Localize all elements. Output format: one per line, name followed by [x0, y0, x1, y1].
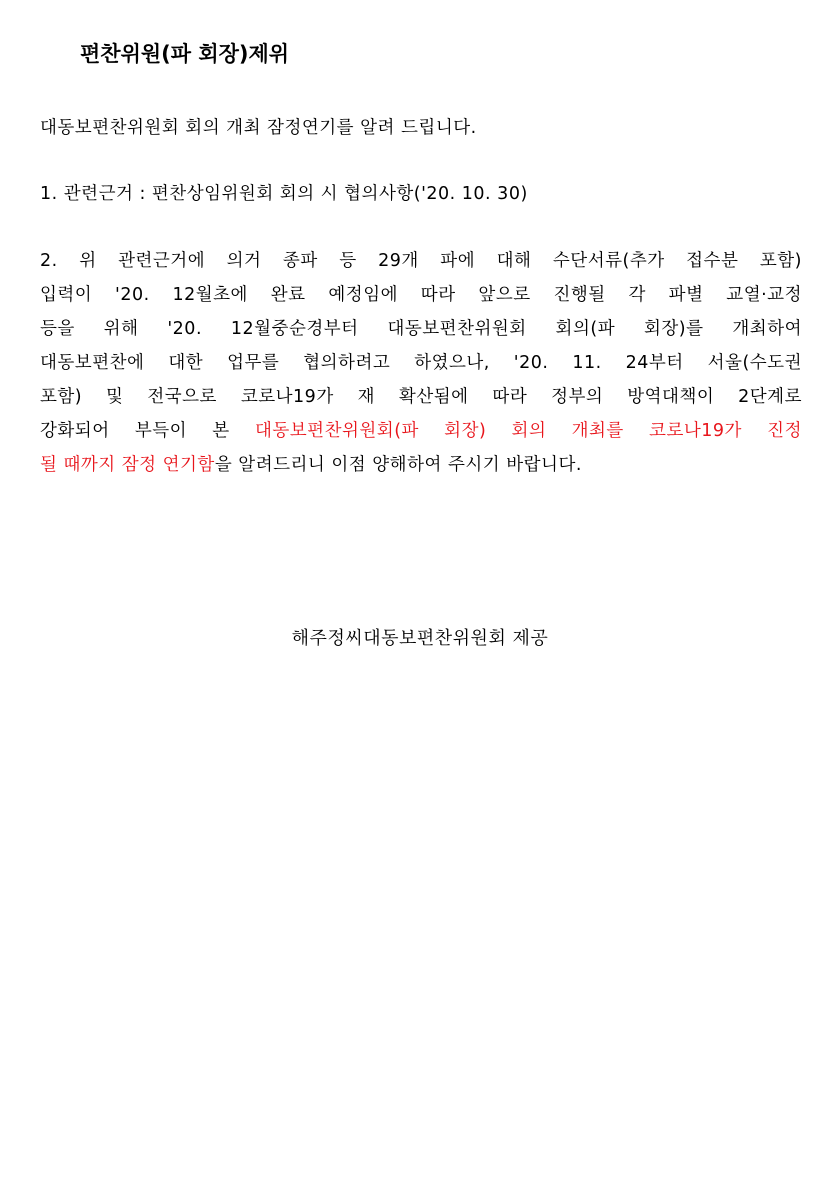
- postponement-highlight-2: 될 때까지 잠정 연기함: [40, 455, 215, 475]
- item-1-basis: 1. 관련근거 : 편찬상임위원회 회의 시 협의사항('20. 10. 30): [40, 184, 528, 204]
- item-2-line-7: [40, 448, 802, 482]
- document-title: 편찬위원(파 회장)제위: [80, 42, 290, 66]
- item-2-line-7-text: 을 알려드리니 이점 양해하여 주시기 바랍니다.: [214, 455, 582, 475]
- item-2-line-1: 2. 위 관련근거에 의거 종파 등 29개 파에 대해 수단서류(추가 접수분 포함): [40, 251, 802, 271]
- item-2-line-4: 대동보편찬에 대한 업무를 협의하려고 하였으나, '20. 11. 24부터 서울(수도권: [40, 353, 802, 373]
- item-2-line-2: 입력이 '20. 12월초에 완료 예정임에 따라 앞으로 진행될 각 파별 교열·교정: [40, 285, 802, 305]
- item-2-line-3: 등을 위해 '20. 12월중순경부터 대동보편찬위원회 회의(파 회장)를 개최하여: [40, 319, 802, 339]
- intro-paragraph: 대동보편찬위원회 회의 개최 잠정연기를 알려 드립니다.: [40, 118, 477, 138]
- item-2-line-5: 포함) 및 전국으로 코로나19가 재 확산됨에 따라 정부의 방역대책이 2단계로: [40, 387, 802, 407]
- postponement-highlight-1: 대동보편찬위원회(파 회장) 회의 개최를 코로나19가 진정: [254, 421, 802, 441]
- item-2-paragraph: [40, 244, 802, 482]
- document-footer: 해주정씨대동보편찬위원회 제공: [291, 628, 549, 649]
- item-2-line-6-text: 강화되어 부득이 본: [40, 421, 255, 441]
- item-2-line-6: [40, 414, 802, 448]
